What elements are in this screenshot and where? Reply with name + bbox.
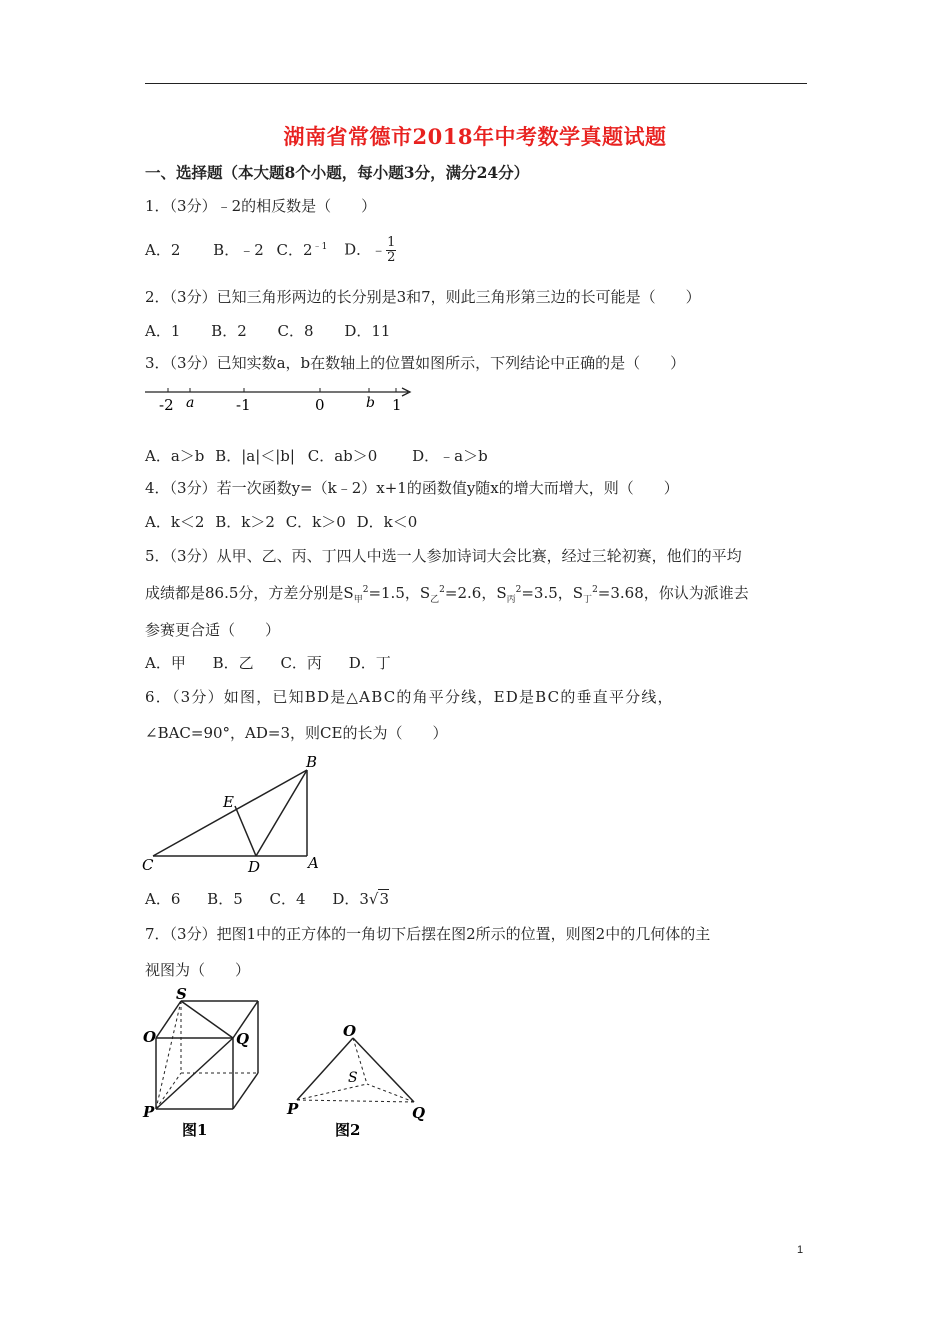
- q4-option-b: B．k＞2: [215, 513, 275, 531]
- q4-option-a: A．k＜2: [145, 513, 205, 531]
- vertex-label: A: [308, 854, 319, 872]
- axis-label: -1: [236, 396, 251, 414]
- q3-option-a: A．a＞b: [145, 447, 205, 465]
- section-heading: 一、选择题（本大题8个小题，每小题3分，满分24分）: [145, 163, 530, 182]
- q3-option-b: B．|a|＜|b|: [215, 447, 295, 465]
- vertex-label: B: [306, 753, 318, 771]
- q4-option-d: D．k＜0: [356, 513, 418, 531]
- q3-options: [145, 446, 488, 466]
- q2-option-a: A．1: [145, 322, 181, 340]
- axis-label: a: [186, 395, 195, 411]
- header-rule: [145, 83, 807, 84]
- axis-label: 0: [315, 396, 325, 414]
- q5-stem-line2: 成绩都是86.5分，方差分别是$S_甲^2=1.5$，$S_乙^2=2.6$，$S_丙^2=3.5$，$S_丁^2=3.68$，你认为派谁去: [145, 584, 749, 605]
- q1-option-d: D．﹣ $\frac{1}{2}$: [344, 235, 396, 265]
- axis-label: 1: [392, 396, 402, 414]
- vertex-label: Q: [412, 1104, 426, 1122]
- q5-options: [145, 653, 391, 673]
- q2-stem: 2．（3分）已知三角形两边的长分别是3和7，则此三角形第三边的长可能是（ ）: [145, 288, 701, 306]
- vertex-label: S: [348, 1070, 358, 1086]
- q5-option-a: A．甲: [145, 654, 186, 672]
- q7-stem-line1: 7．（3分）把图1中的正方体的一角切下后摆在图2所示的位置，则图2中的几何体的主: [145, 925, 711, 943]
- q5-option-c: C．丙: [280, 654, 322, 672]
- number-line-figure: [140, 380, 430, 416]
- vertex-label: P: [287, 1100, 299, 1118]
- axis-label: -2: [159, 396, 174, 414]
- axis-label: b: [366, 395, 375, 411]
- page-number: 1: [797, 1244, 804, 1256]
- q1-option-a: A．2: [145, 240, 181, 259]
- q3-option-c: C．ab＞0: [307, 447, 378, 465]
- vertex-label: P: [143, 1103, 155, 1121]
- fraction: $\frac{1}{2}$: [387, 235, 396, 265]
- q7-stem-line2: 视图为（ ）: [145, 961, 251, 979]
- q6-stem-line1: 6．（3分）如图，已知BD是△ABC的角平分线，ED是BC的垂直平分线，: [145, 688, 674, 706]
- vertex-label: S: [176, 985, 187, 1003]
- q3-stem: 3．（3分）已知实数a，b在数轴上的位置如图所示，下列结论中正确的是（ ）: [145, 354, 686, 372]
- sqrt-icon: √: [368, 890, 379, 908]
- vertex-label: D: [248, 858, 261, 875]
- q4-stem: 4．（3分）若一次函数y=（k﹣2）x+1的函数值y随x的增大而增大，则（ ）: [145, 479, 679, 497]
- vertex-label: O: [143, 1028, 157, 1046]
- vertex-label: Q: [236, 1030, 250, 1048]
- q1-option-b: B．﹣2: [213, 240, 264, 259]
- cube-figure-1: [140, 985, 270, 1140]
- q2-option-b: B．2: [211, 322, 247, 340]
- q1-options: [145, 236, 396, 265]
- pyramid-figure-2: [285, 1022, 435, 1142]
- q1-stem: 1．（3分）﹣2的相反数是（ ）: [145, 197, 377, 215]
- triangle-figure: [140, 750, 330, 875]
- q4-option-c: C．k＞0: [285, 513, 346, 531]
- q5-option-b: B．乙: [212, 654, 254, 672]
- q6-option-a: A．6: [145, 890, 181, 908]
- q6-option-b: B．5: [207, 890, 243, 908]
- q6-option-c: C．4: [269, 890, 306, 908]
- q3-option-d: D．﹣a＞b: [412, 447, 488, 465]
- q2-options: [145, 321, 390, 341]
- q5-option-d: D．丁: [348, 654, 391, 672]
- q5-stem-line1: 5．（3分）从甲、乙、丙、丁四人中选一人参加诗词大会比赛，经过三轮初赛，他们的平均: [145, 547, 742, 565]
- vertex-label: E: [223, 793, 234, 811]
- q2-option-d: D．11: [344, 322, 391, 340]
- q5-stem-line3: 参赛更合适（ ）: [145, 621, 281, 639]
- vertex-label: C: [142, 856, 154, 874]
- figure-caption: 图2: [335, 1121, 361, 1139]
- q2-option-c: C．8: [277, 322, 314, 340]
- q6-stem-line2: ∠BAC=90°，AD=3，则CE的长为（ ）: [145, 724, 448, 742]
- q6-option-d: D．3√3: [332, 890, 390, 908]
- vertex-label: O: [343, 1022, 357, 1040]
- page-title: 湖南省常德市2018年中考数学真题试题: [283, 124, 667, 149]
- figure-caption: 图1: [182, 1121, 208, 1139]
- q6-options: [145, 889, 389, 909]
- q1-option-c: C．$2^{﹣1}$: [276, 240, 328, 259]
- q4-options: [145, 512, 417, 532]
